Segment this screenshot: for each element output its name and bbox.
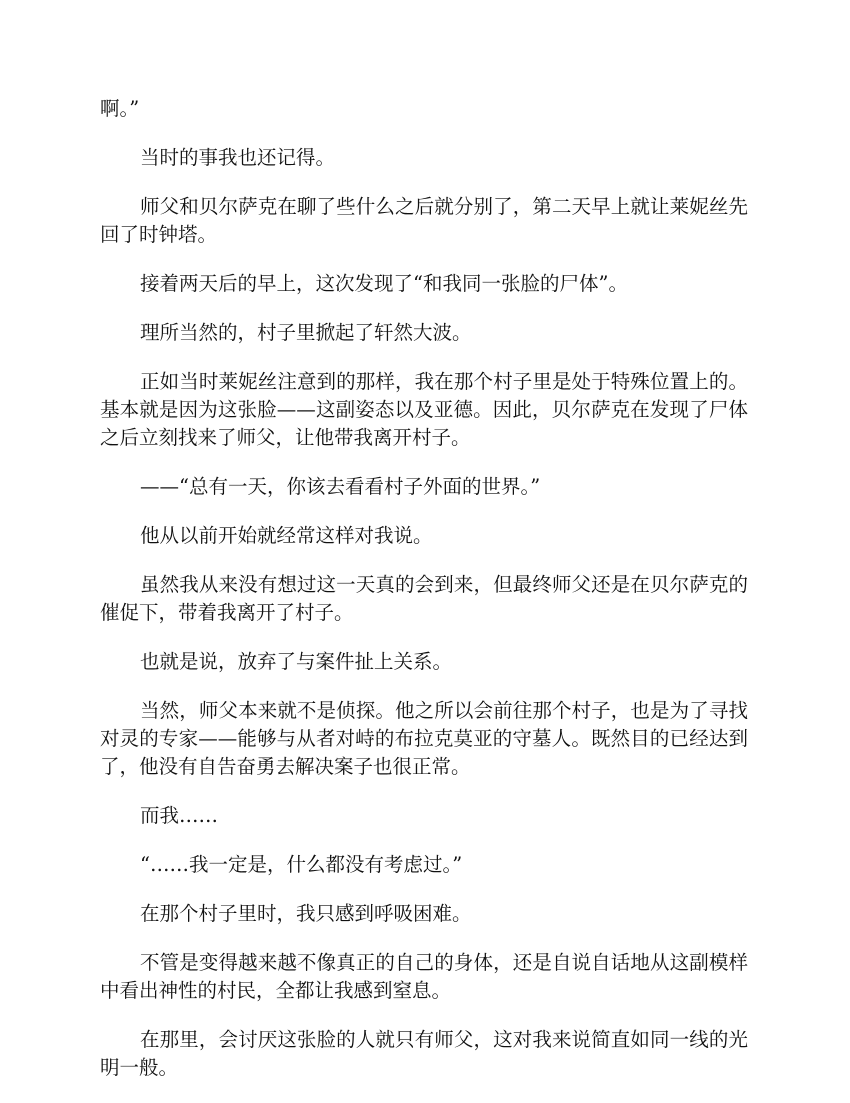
paragraph: 正如当时莱妮丝注意到的那样，我在那个村子里是处于特殊位置上的。基本就是因为这张脸——这副姿态以及亚德。因此，贝尔萨克在发现了尸体之后立刻找来了师父，让他带我离开村子。 bbox=[100, 370, 748, 449]
paragraph: ——“总有一天，你该去看看村子外面的世界。” bbox=[140, 475, 541, 498]
paragraph: 而我…… bbox=[140, 804, 219, 827]
paragraph: 在那里，会讨厌这张脸的人就只有师父，这对我来说简直如同一线的光明一般。 bbox=[100, 1028, 748, 1079]
paragraph: 虽然我从来没有想过这一天真的会到来，但最终师父还是在贝尔萨克的催促下，带着我离开了村子。 bbox=[100, 573, 748, 624]
paragraph: 当然，师父本来就不是侦探。他之所以会前往那个村子，也是为了寻找对灵的专家——能够与从者对峙的布拉克莫亚的守墓人。既然目的已经达到了，他没有自告奋勇去解决案子也很正常。 bbox=[100, 699, 748, 778]
paragraph: 也就是说，放弃了与案件扯上关系。 bbox=[140, 650, 453, 673]
paragraph: 理所当然的，村子里掀起了轩然大波。 bbox=[140, 321, 472, 344]
paragraph: “……我一定是，什么都没有考虑过。” bbox=[140, 853, 463, 876]
paragraph: 师父和贝尔萨克在聊了些什么之后就分别了，第二天早上就让莱妮丝先回了时钟塔。 bbox=[100, 195, 748, 246]
paragraph: 当时的事我也还记得。 bbox=[140, 146, 336, 169]
document-body bbox=[100, 95, 748, 1103]
paragraph: 在那个村子里时，我只感到呼吸困难。 bbox=[140, 902, 472, 925]
paragraph: 不管是变得越来越不像真正的自己的身体，还是自说自话地从这副模样中看出神性的村民，全都让我感到窒息。 bbox=[100, 951, 748, 1002]
paragraph: 他从以前开始就经常这样对我说。 bbox=[140, 524, 433, 547]
paragraph: 啊。” bbox=[100, 97, 140, 120]
paragraph: 接着两天后的早上，这次发现了“和我同一张脸的尸体”。 bbox=[140, 272, 628, 295]
